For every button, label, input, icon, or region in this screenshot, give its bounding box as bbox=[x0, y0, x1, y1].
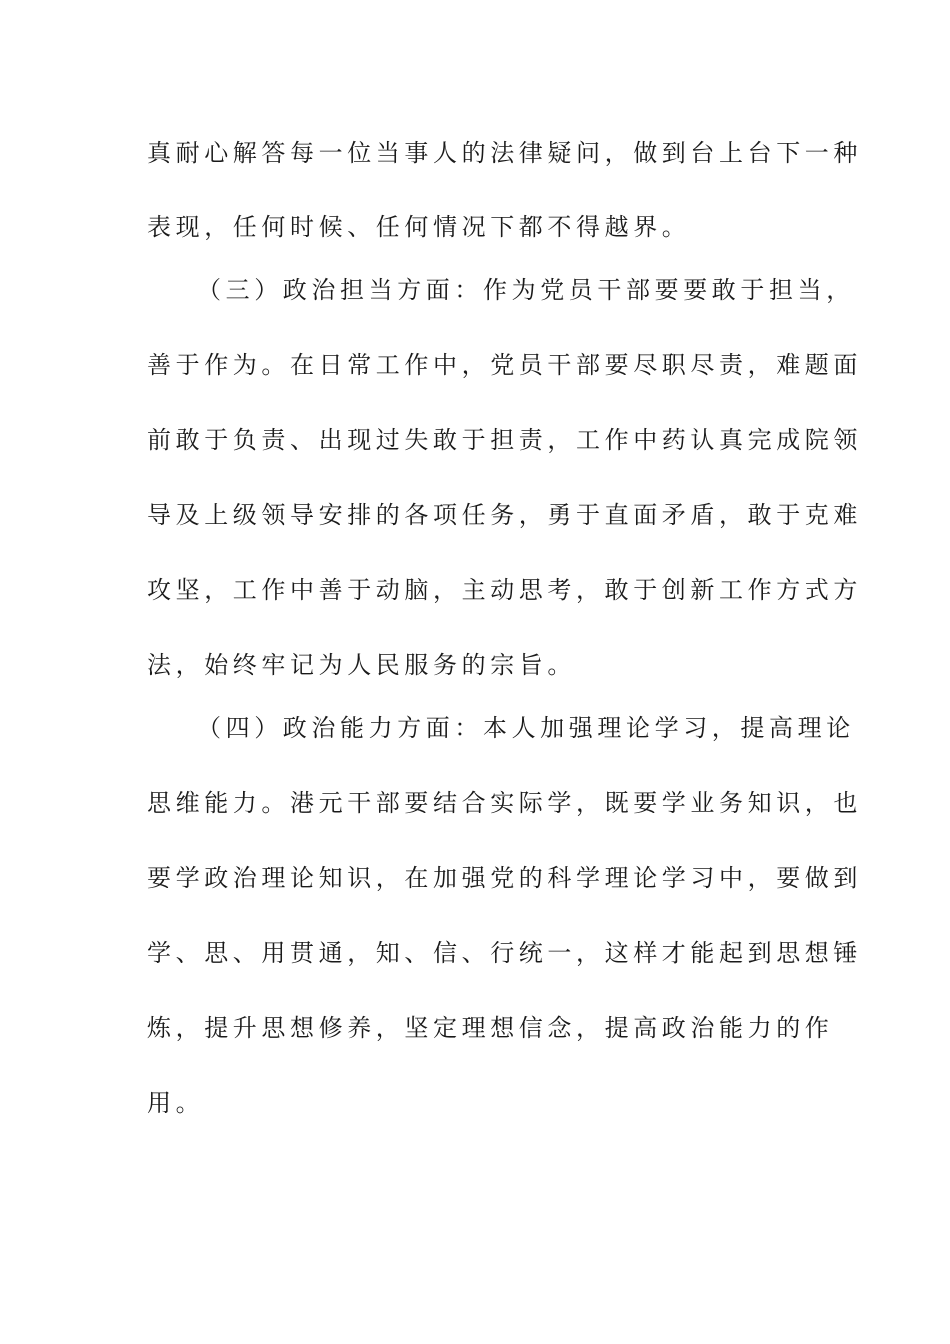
text-line: 要学政治理论知识，在加强党的科学理论学习中，要做到 bbox=[147, 864, 862, 892]
text-line: 思维能力。港元干部要结合实际学，既要学业务知识，也 bbox=[147, 789, 862, 817]
text-line: 善于作为。在日常工作中，党员干部要尽职尽责，难题面 bbox=[147, 351, 862, 379]
text-line: 攻坚，工作中善于动脑，主动思考，敢于创新工作方式方 bbox=[147, 576, 862, 604]
paragraph-heading-3: （三）政治担当方面：作为党员干部要要敢于担当， bbox=[197, 276, 855, 304]
paragraph-heading-4: （四）政治能力方面：本人加强理论学习，提高理论 bbox=[197, 714, 855, 742]
text-line: 学、思、用贯通，知、信、行统一，这样才能起到思想锤 bbox=[147, 939, 862, 967]
text-line: 用。 bbox=[147, 1089, 205, 1117]
text-line: 导及上级领导安排的各项任务，勇于直面矛盾，敢于克难 bbox=[147, 501, 862, 529]
text-line: 真耐心解答每一位当事人的法律疑问，做到台上台下一种 bbox=[147, 139, 862, 167]
text-line: 法，始终牢记为人民服务的宗旨。 bbox=[147, 651, 576, 679]
text-line: 炼，提升思想修养，坚定理想信念，提高政治能力的作 bbox=[147, 1014, 834, 1042]
text-line: 前敢于负责、出现过失敢于担责，工作中药认真完成院领 bbox=[147, 426, 862, 454]
text-line: 表现，任何时候、任何情况下都不得越界。 bbox=[147, 213, 691, 241]
